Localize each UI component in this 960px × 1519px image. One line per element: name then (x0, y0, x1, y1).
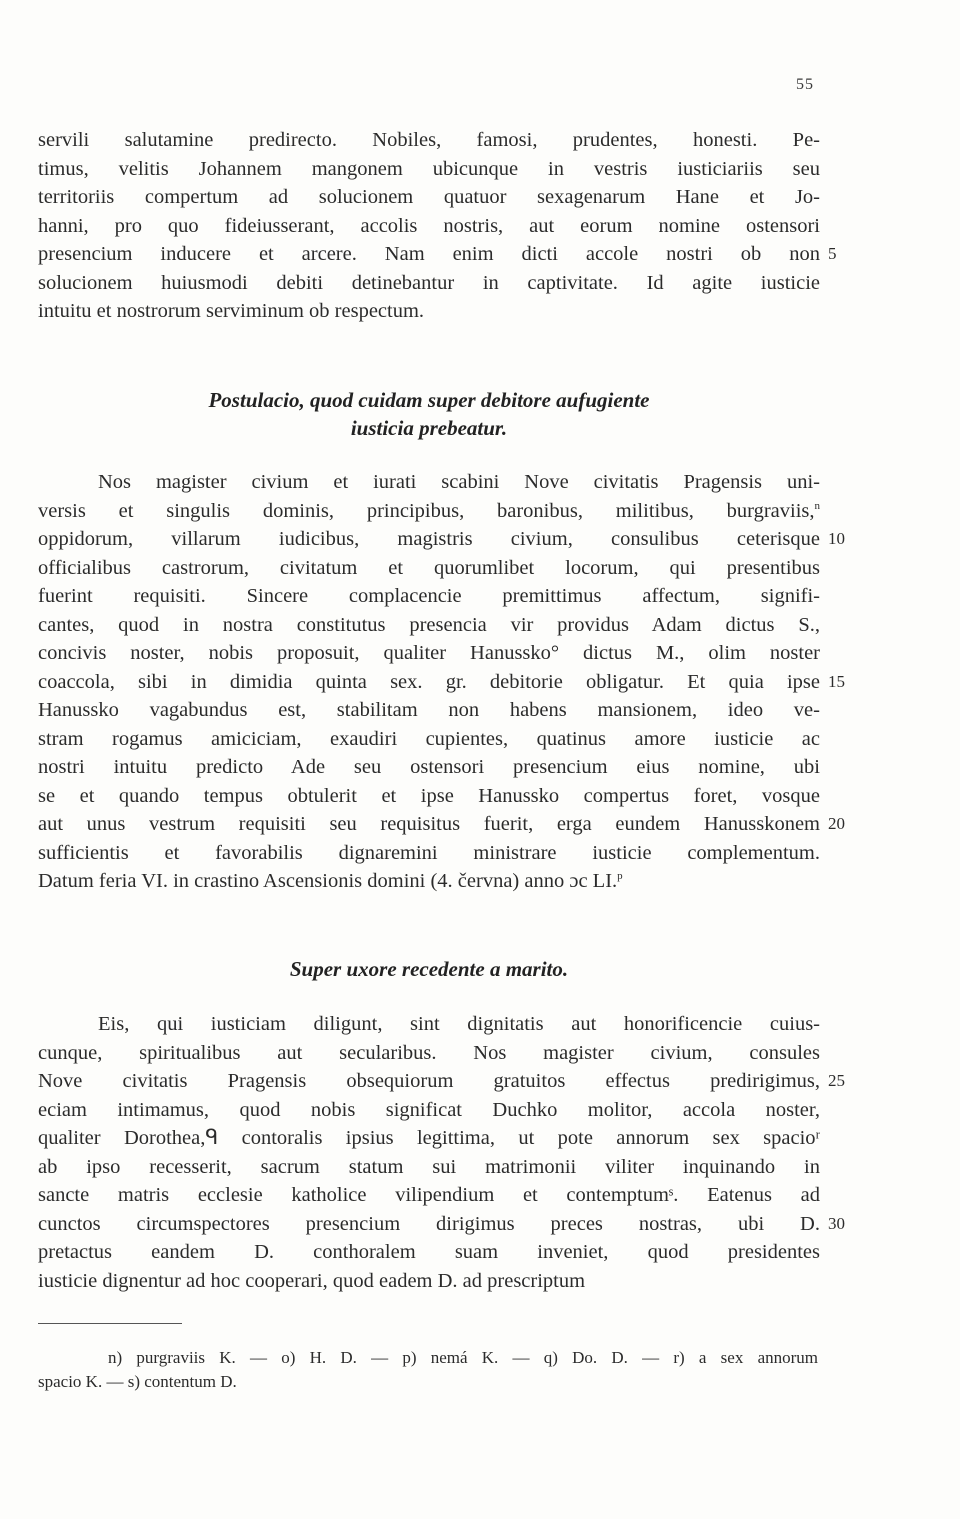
text-line-content: nostri intuitu predicto Ade seu ostensori presencium eius nomine, ubi (38, 756, 820, 778)
text-line (38, 525, 845, 554)
section-heading-1 (38, 386, 820, 442)
text-line (38, 753, 820, 782)
text-line (38, 468, 820, 497)
text-line (38, 867, 820, 896)
text-line (38, 639, 820, 668)
text-line-content: intuitu et nostrorum serviminum ob respectum. (38, 300, 425, 322)
text-line-content: hanni, pro quo fideiusserant, accolis nostris, aut eorum nomine ostensori (38, 214, 820, 237)
text-line-content: oppidorum, villarum iudicibus, magistris civium, consulibus ceterisque (38, 528, 820, 550)
footnotes (38, 1346, 818, 1394)
text-line-content: sufficientis et favorabilis dignaremini ministrare iusticie complementum. (38, 841, 820, 864)
text-line (38, 155, 820, 184)
margin-line-number: 10 (828, 529, 845, 548)
text-line (38, 212, 820, 241)
text-line-content: coaccola, sibi in dimidia quinta sex. gr. debitorie obligatur. Et quia ipse (38, 670, 820, 693)
text-line-content: Hanussko vagabundus est, stabilitam non habens mansionem, ideo ve- (38, 699, 820, 721)
text-line (38, 1238, 820, 1267)
text-line (38, 126, 820, 155)
text-line (38, 582, 820, 611)
text-line (38, 1181, 820, 1210)
text-line-content: timus, velitis Johannem mangonem ubicunque in vestris iusticiariis seu (38, 157, 820, 180)
paragraph-block-3 (38, 1010, 845, 1295)
text-line (38, 839, 820, 868)
text-line (38, 611, 820, 640)
text-line (38, 1010, 820, 1039)
text-line-content: versis et singulis dominis, principibus, baronibus, militibus, burgraviis, (38, 499, 815, 522)
text-line-content: pretactus eandem D. conthoralem suam inveniet, quod presidentes (38, 1241, 820, 1263)
text-line-content: iusticie dignentur ad hoc cooperari, quod eadem D. ad prescriptum (38, 1269, 586, 1292)
text-line-content: servili salutamine predirecto. Nobiles, famosi, prudentes, honesti. Pe- (38, 129, 820, 151)
text-line-content: presencium inducere et arcere. Nam enim dicti accole nostri ob non (38, 243, 820, 265)
footnote-divider (38, 1323, 182, 1324)
paragraph-block-1 (38, 126, 837, 326)
text-line-content: Nove civitatis Pragensis obsequiorum gratuitos effectus predirigimus, (38, 1070, 820, 1092)
text-line-content: officialibus castrorum, civitatum et quorumlibet locorum, qui presentibus (38, 556, 820, 579)
text-line-content: se et quando tempus obtulerit et ipse Hanussko compertus foret, vosque (38, 784, 820, 807)
text-line-content: cunque, spiritualibus aut secularibus. Nos magister civium, consules (38, 1041, 820, 1064)
text-line (38, 554, 820, 583)
text-line (38, 1210, 845, 1239)
text-line (38, 497, 820, 526)
text-line-content: cunctos circumspectores presencium dirigimus preces nostras, ubi D. (38, 1212, 820, 1235)
text-line (38, 725, 820, 754)
text-line (38, 1096, 820, 1125)
footnote-line-2: spacio K. — s) contentum D. (38, 1372, 237, 1391)
margin-line-number: 20 (828, 814, 845, 833)
text-line (38, 1039, 820, 1068)
margin-line-number: 30 (828, 1213, 845, 1233)
text-line-content: solucionem huiusmodi debiti detinebantur in captivitate. Id agite iusticie (38, 271, 820, 294)
text-line (38, 297, 820, 326)
text-line (38, 269, 820, 298)
text-line (38, 1124, 820, 1153)
section-heading-2-line-1: Super uxore recedente a marito. (289, 957, 569, 981)
text-line-content: sancte matris ecclesie katholice vilipendium et contemptumˢ. Eatenus ad (38, 1184, 820, 1206)
section-heading-1-line-1: Postulacio, quod cuidam super debitore aufugiente (208, 388, 650, 412)
text-line-content: ab ipso recesserit, sacrum statum sui matrimonii viliter inquinando in (38, 1155, 820, 1178)
text-line-content: fuerint requisiti. Sincere complacencie premittimus affectum, signifi- (38, 585, 820, 607)
text-line-content: eciam intimamus, quod nobis significat Duchko molitor, accola noster, (38, 1098, 820, 1121)
text-line (38, 240, 837, 269)
text-line-content: aut unus vestrum requisiti seu requisitus fuerit, erga eundem Hanusskonem (38, 813, 820, 835)
footnote-marker: p (617, 870, 623, 883)
footnote-marker: n (814, 499, 820, 512)
text-line-content: Eis, qui iusticiam diligunt, sint dignitatis aut honorificencie cuius- (98, 1013, 820, 1035)
text-line-content: territoriis compertum ad solucionem quatuor sexagenarum Hane et Jo- (38, 186, 820, 208)
text-line (38, 810, 845, 839)
paragraph-block-2 (38, 468, 845, 896)
text-line-content: stram rogamus amiciciam, exaudiri cupientes, quatinus amore iusticie ac (38, 727, 820, 750)
text-line-content: Nos magister civium et iurati scabini Nove civitatis Pragensis uni- (98, 471, 820, 493)
text-line (38, 696, 820, 725)
text-line (38, 668, 845, 697)
footnote-line-1: n) purgraviis K. — o) H. D. — p) nemá K. — q) Do. D. — r) a sex annorum (108, 1348, 818, 1367)
text-line-content: concivis noster, nobis proposuit, qualiter Hanussko° dictus M., olim noster (38, 642, 820, 664)
text-line-content: cantes, quod in nostra constitutus presencia vir providus Adam dictus S., (38, 613, 820, 636)
text-line (38, 782, 820, 811)
text-line (38, 1067, 845, 1096)
text-line-content: Datum feria VI. in crastino Ascensionis domini (4. června) anno ɔc LI. (38, 870, 618, 892)
margin-line-number: 25 (828, 1071, 845, 1090)
text-line (38, 1153, 820, 1182)
section-heading-1-line-2: iusticia prebeatur. (350, 416, 508, 440)
text-line-content: qualiter Dorothea,ᑫ contoralis ipsius legittima, ut pote annorum sex spacioʳ (38, 1127, 820, 1149)
page-number: 55 (796, 76, 814, 93)
text-line (38, 1267, 820, 1296)
text-line (38, 183, 820, 212)
margin-line-number: 15 (828, 671, 845, 691)
margin-line-number: 5 (828, 244, 837, 263)
section-heading-2 (38, 955, 820, 983)
